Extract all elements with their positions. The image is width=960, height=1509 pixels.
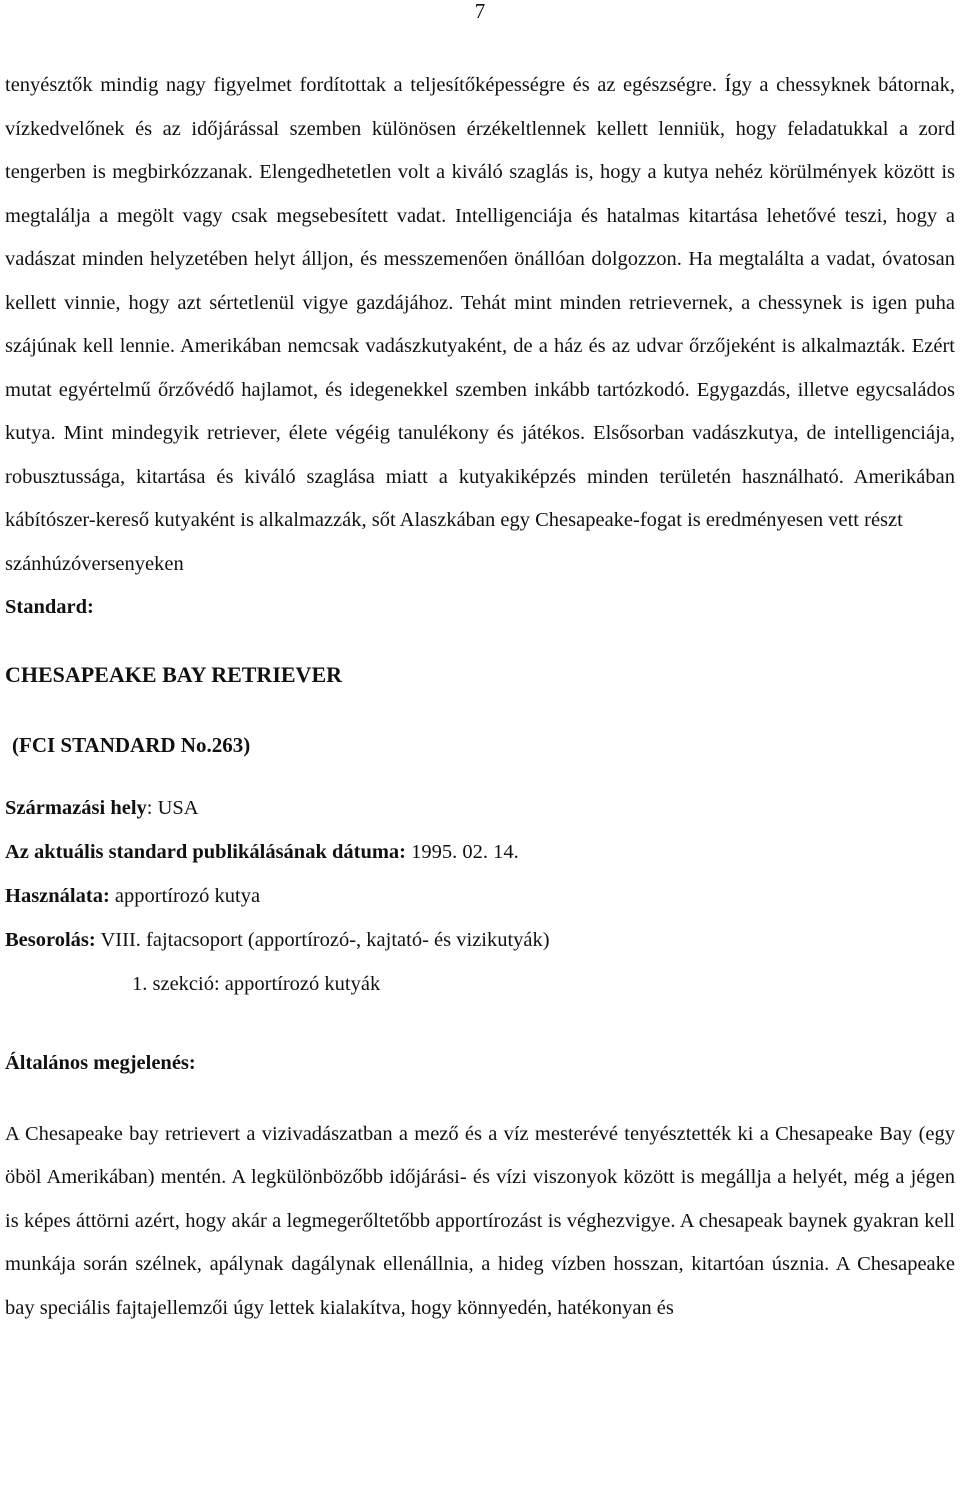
document-body <box>5 64 955 1330</box>
classification-value: VIII. fajtacsoport (apportírozó-, kajtató- és vizikutyák) <box>95 928 550 951</box>
page-number: 7 <box>474 0 486 23</box>
standard-heading: Standard: <box>5 596 94 618</box>
origin-line <box>5 786 955 830</box>
classification-label: Besorolás: <box>5 928 96 951</box>
publication-date-value: 1995. 02. 14. <box>406 840 519 863</box>
origin-label: Származási hely <box>5 796 147 819</box>
usage-line <box>5 874 955 918</box>
general-appearance-paragraph: A Chesapeake bay retrievert a vizivadászatban a mező és a víz mesterévé tenyésztették ki a Chesapeake Bay (egy öböl Amerikában) mentén. A legkülönbözőbb időjárási- és vízi viszonyok között is megállja a helyét, még a jégen is képes áttörni azért, hogy akár a legmegerőltetőbb apportírozást is véghezvigye. A chesapeak baynek gyakran kell munkája során szélnek, apálynak dagálynak ellenállnia, a hideg vízben hosszan, kitartóan úsznia. A Chesapeake bay speciális fajtajellemzői úgy lettek kialakítva, hogy könnyedén, hatékonyan és <box>5 1122 955 1319</box>
classification-line <box>5 918 955 962</box>
standard-info-block <box>5 786 955 1006</box>
intro-paragraph: tenyésztők mindig nagy figyelmet fordítottak a teljesítőképességre és az egészségre. Így a chessyknek bátornak, vízkedvelőnek és az időjárással szemben különösen érzékeltlennek kellett lenniük, hogy feladatukkal a zord tengerben is megbirkózzanak. Elengedhetetlen volt a kiváló szaglás is, hogy a kutya nehéz körülmények között is megtalálja a megölt vagy csak megsebesített vadat. Intelligenciája és hatalmas kitartása lehetővé teszi, hogy a vadászat minden helyzetében helyt álljon, és messzemenően önállóan dolgozzon. Ha megtalálta a vadat, óvatosan kellett vinnie, hogy azt sértetlenül vigye gazdájához. Tehát mint minden retrievernek, a chessynek is igen puha szájúnak kell lennie. Amerikában nemcsak vadászkutyaként, de a ház és az udvar őrzőjeként is alkalmazták. Ezért mutat egyértelmű őrzővédő hajlamot, és idegenekkel szemben inkább tartózkodó. Egygazdás, illetve egycsaládos kutya. Mint mindegyik retriever, élete végéig tanulékony és játékos. Elsősorban vadászkutya, de intelligenciája, robusztussága, kitartása és kiváló szaglása miatt a kutyakiképzés minden területén használható. Amerikában kábítószer-kereső kutyaként is alkalmazzák, sőt Alaszkában egy Chesapeake-fogat is eredményesen vett részt <box>5 74 955 531</box>
usage-value: apportírozó kutya <box>109 884 261 907</box>
publication-date-line <box>5 830 955 874</box>
classification-section: 1. szekció: apportírozó kutyák <box>132 972 381 995</box>
intro-paragraph-last-line: szánhúzóversenyeken <box>5 552 184 575</box>
general-appearance-heading: Általános megjelenés: <box>5 1051 196 1074</box>
fci-standard-number: (FCI STANDARD No.263) <box>12 732 251 757</box>
origin-value: : USA <box>146 796 199 819</box>
publication-date-label: Az aktuális standard publikálásának dátuma: <box>5 840 407 863</box>
usage-label: Használata: <box>5 884 110 907</box>
breed-title: CHESAPEAKE BAY RETRIEVER <box>5 661 343 687</box>
